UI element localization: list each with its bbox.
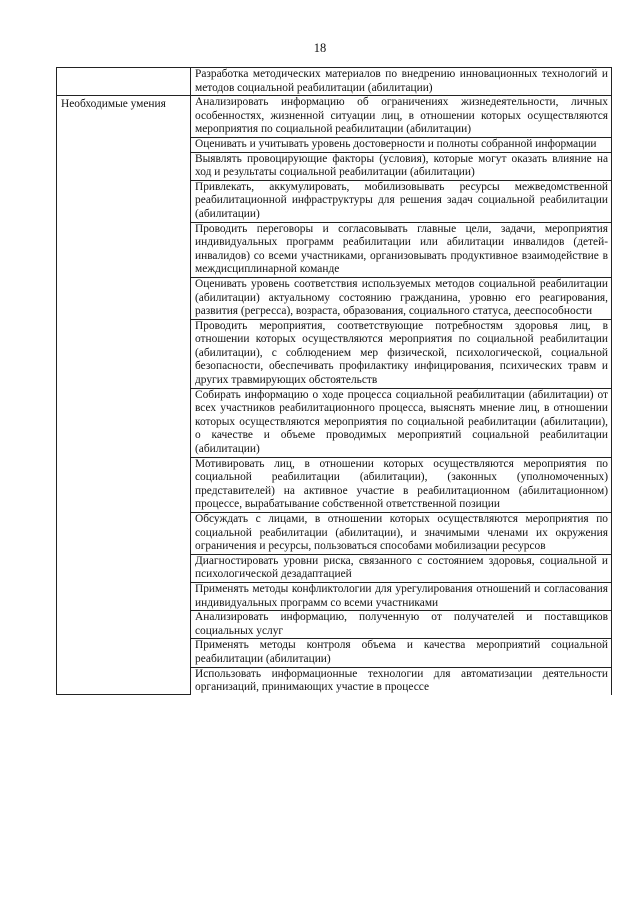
table-row [57,96,612,138]
skill-item: Привлекать, аккумулировать, мобилизовывать ресурсы межведомственной реабилитационной инфраструктуры для решения задач социальной реабилитации (абилитации) [191,180,612,222]
skill-item: Проводить мероприятия, соответствующие потребностям здоровья лиц, в отношении которых осуществляются мероприятия по социальной реабилитации (абилитации), с соблюдением мер физической, психологической, социальной безопасности, обеспечивать профилактику инфицирования, психических травм и других травмирующих обстоятельств [191,319,612,388]
skill-item: Использовать информационные технологии для автоматизации деятельности организаций, принимающих участие в процессе [191,667,612,695]
skill-item: Выявлять провоцирующие факторы (условия), которые могут оказать влияние на ход и результаты социальной реабилитации (абилитации) [191,152,612,180]
skill-item: Анализировать информацию об ограничениях жизнедеятельности, личных особенностях, жизненной ситуации лиц, в отношении которых осуществляются мероприятия по социальной реабилитации (абилитации) [191,96,612,138]
skill-item: Оценивать и учитывать уровень достоверности и полноты собранной информации [191,137,612,152]
skill-item: Применять методы конфликтологии для урегулирования отношений и согласования индивидуальных программ со всеми участниками [191,582,612,610]
skill-item: Проводить переговоры и согласовывать главные цели, задачи, мероприятия индивидуальных программ реабилитации или абилитации инвалидов (детей-инвалидов) со всеми участниками, организовывать продуктивное взаимодействие в междисциплинарной команде [191,222,612,277]
page-number: 18 [313,41,327,55]
skill-item: Мотивировать лиц, в отношении которых осуществляются мероприятия по социальной реабилитации (абилитации), (законных (уполномоченных) представителей) на активное участие в реабилитационном (абилитационном) процессе, вырабатывание собственной ответственной позиции [191,457,612,512]
skill-item: Обсуждать с лицами, в отношении которых осуществляются мероприятия по социальной реабилитации (абилитации), и значимыми членами их окружения ограничения и ресурсы, пользоваться способами мобилизации ресурсов [191,513,612,555]
empty-label-cell [57,68,191,96]
skill-item: Оценивать уровень соответствия используемых методов социальной реабилитации (абилитации) актуальному состоянию гражданина, уровню его реагирования, развития (регресса), возраста, образования, социального статуса, дееспособности [191,277,612,319]
table-cell: Разработка методических материалов по внедрению инновационных технологий и методов социальной реабилитации (абилитации) [191,68,612,96]
table-row [57,68,612,96]
skill-item: Анализировать информацию, полученную от получателей и поставщиков социальных услуг [191,611,612,639]
skills-table [56,67,612,695]
skills-label: Необходимые умения [57,96,191,695]
skill-item: Собирать информацию о ходе процесса социальной реабилитации (абилитации) от всех участников реабилитационного процесса, выяснять мнение лиц, в отношении которых осуществляются мероприятия по социальной реабилитации (абилитации), о качестве и объеме проводимых мероприятий социальной реабилитации (абилитации) [191,388,612,457]
skill-item: Диагностировать уровни риска, связанного с состоянием здоровья, социальной и психологической дезадаптацией [191,554,612,582]
skill-item: Применять методы контроля объема и качества мероприятий социальной реабилитации (абилитации) [191,639,612,667]
